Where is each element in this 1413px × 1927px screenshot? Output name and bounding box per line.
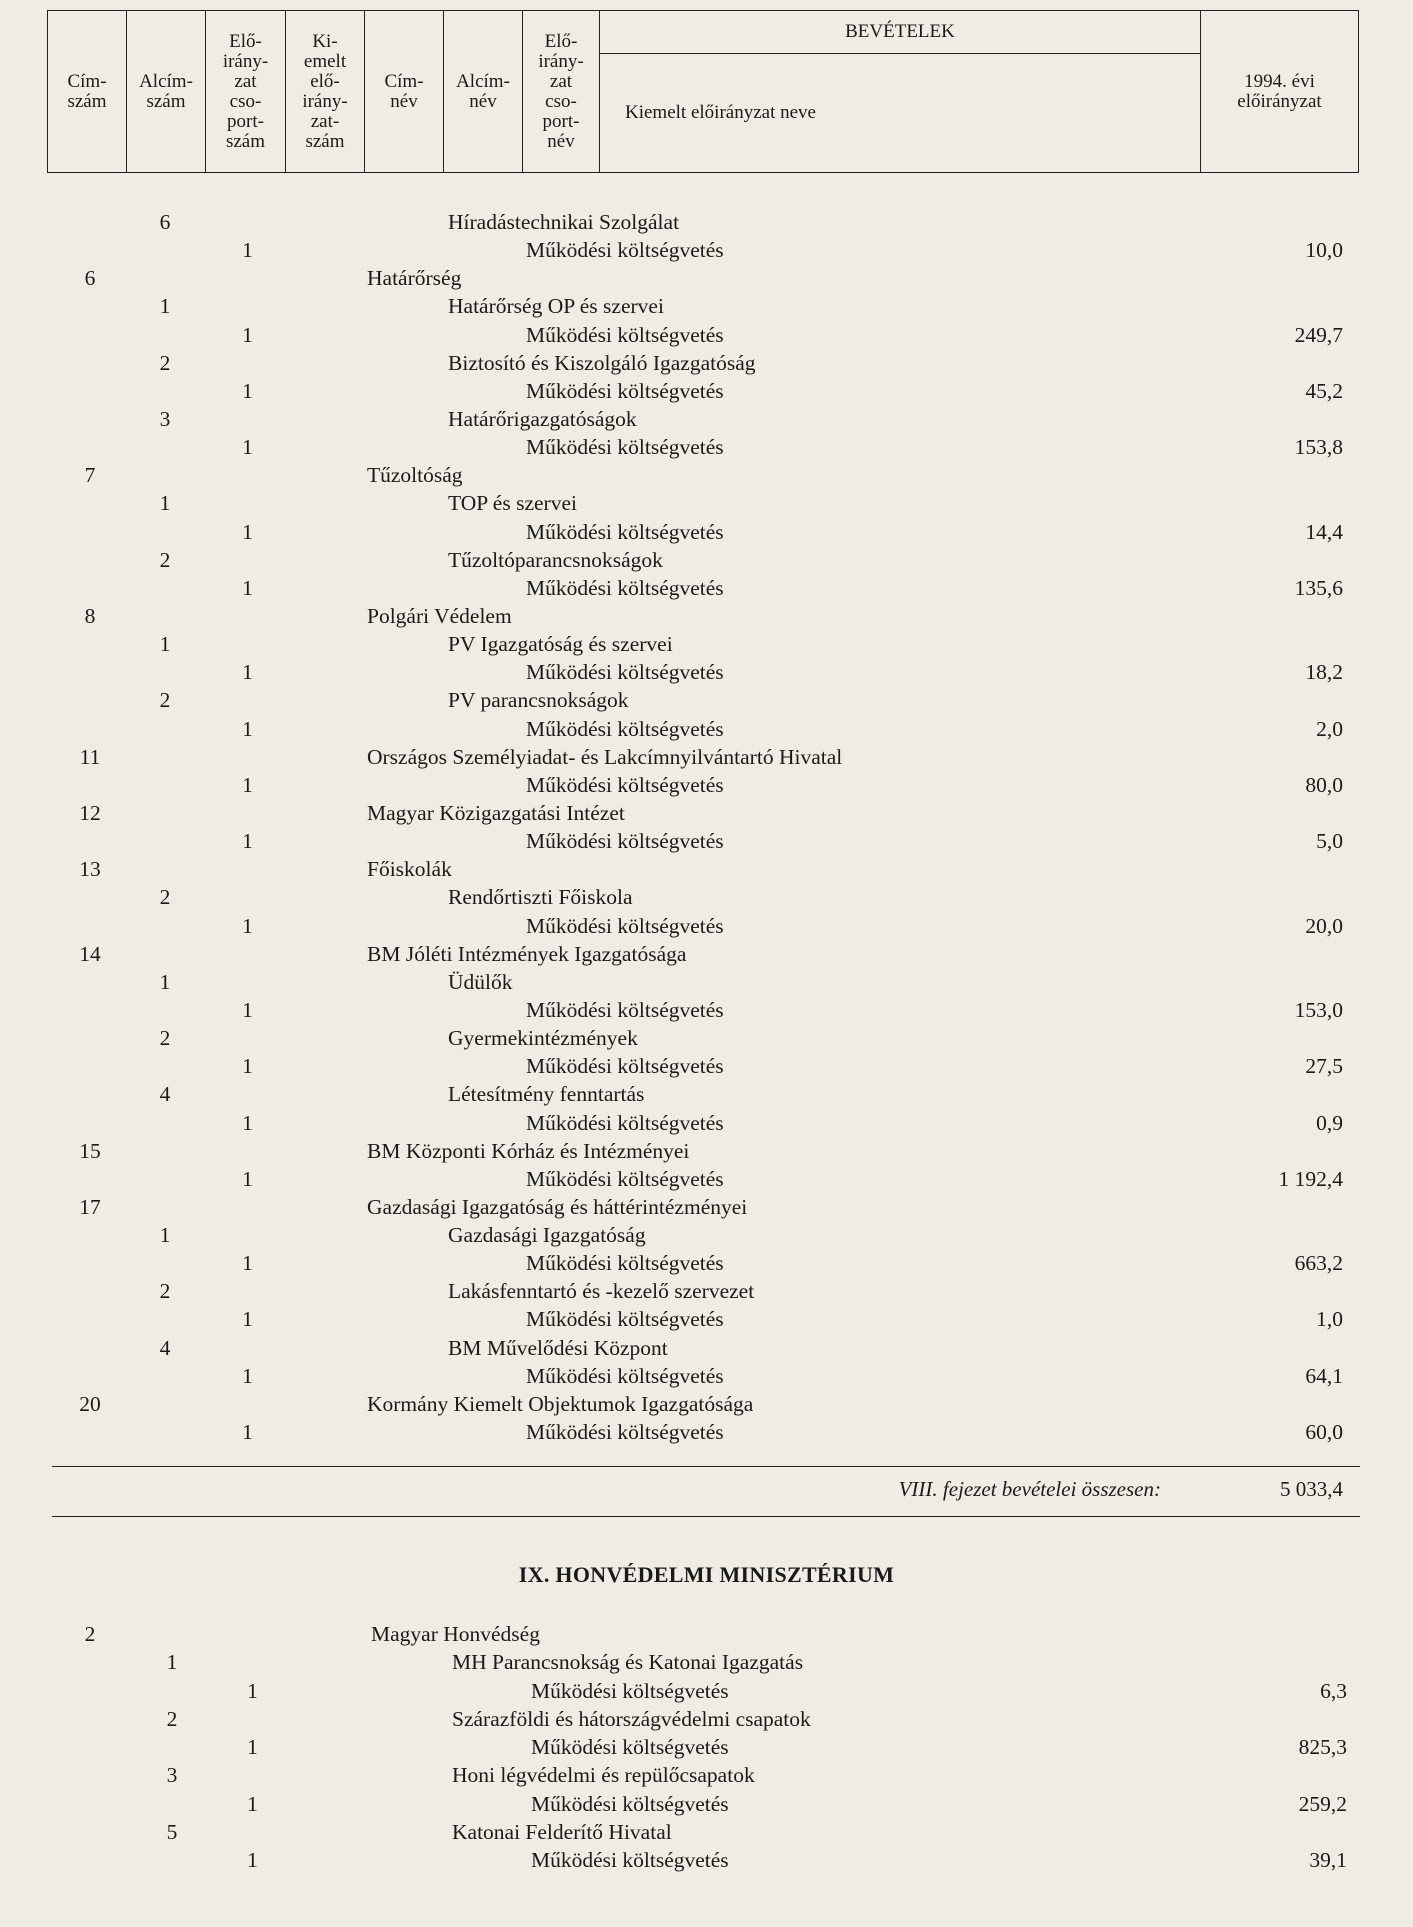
header-cim-szam: Cím- szám [48,11,127,173]
name-cell: Honi légvédelmi és repülőcsapatok [452,1763,755,1788]
alcim-szam-cell: 2 [159,688,171,713]
table-row [0,1052,1413,1080]
name-cell: Magyar Közigazgatási Intézet [367,800,625,825]
alcim-szam-cell: 1 [159,632,171,657]
table-row [0,912,1413,940]
amount-cell: 14,4 [1305,519,1343,544]
header-evi-eloiranyzat: 1994. évi előirányzat [1201,11,1359,173]
alcim-szam-cell: 1 [166,1650,178,1675]
name-cell: TOP és szervei [448,491,577,516]
name-cell: Működési költségvetés [526,1420,724,1445]
amount-cell: 39,1 [1309,1848,1347,1873]
amount-cell: 10,0 [1305,238,1343,263]
amount-cell: 80,0 [1305,772,1343,797]
table-row [0,1790,1413,1818]
name-cell: Híradástechnikai Szolgálat [448,210,680,234]
eloiranyzat-csoport-cell: 1 [242,1054,253,1079]
header-eloiranyzat-csoport-nev: Elő- irány- zat cso- port- név [523,11,600,173]
header-alcim-szam: Alcím- szám [127,11,206,173]
alcim-szam-cell: 4 [159,1335,171,1360]
name-cell: Gazdasági Igazgatóság [448,1223,646,1248]
name-cell: Magyar Honvédség [371,1622,540,1646]
table-row [0,433,1413,461]
eloiranyzat-csoport-cell: 1 [242,1251,253,1276]
table-row [0,602,1413,630]
alcim-szam-cell: 1 [159,294,171,319]
alcim-szam-cell: 3 [159,406,171,431]
table-row [0,292,1413,320]
amount-cell: 45,2 [1305,378,1343,403]
name-cell: BM Jóléti Intézmények Igazgatósága [367,941,687,966]
table-row [0,1390,1413,1418]
header-alcim-nev: Alcím- név [444,11,523,173]
amount-cell: 1,0 [1316,1307,1343,1332]
table-row [0,855,1413,883]
header-eloiranyzat-csoport-szam: Elő- irány- zat cso- port- szám [206,11,286,173]
eloiranyzat-csoport-cell: 1 [242,1166,253,1191]
total-amount: 5 033,4 [1280,1477,1343,1501]
eloiranyzat-csoport-cell: 1 [242,1110,253,1135]
header-bevetelek: BEVÉTELEK [600,11,1201,54]
name-cell: Működési költségvetés [526,829,724,854]
table-row [0,630,1413,658]
table-row [0,658,1413,686]
eloiranyzat-csoport-cell: 1 [242,829,253,854]
eloiranyzat-csoport-cell: 1 [242,575,253,600]
eloiranyzat-csoport-cell: 1 [247,1848,258,1873]
cim-szam-cell: 7 [84,463,96,488]
amount-cell: 825,3 [1298,1735,1347,1760]
table-row [0,574,1413,602]
cim-szam-cell: 20 [79,1391,101,1416]
name-cell: Működési költségvetés [526,378,724,403]
name-cell: Működési költségvetés [526,435,724,460]
amount-cell: 153,0 [1294,997,1343,1022]
table-row [0,968,1413,996]
name-cell: Határőrigazgatóságok [448,406,637,431]
alcim-szam-cell: 2 [159,547,171,572]
alcim-szam-cell: 2 [159,1026,171,1051]
amount-cell: 0,9 [1316,1110,1343,1135]
name-cell: Biztosító és Kiszolgáló Igazgatóság [448,350,756,375]
name-cell: BM Művelődési Központ [448,1335,668,1360]
table-row [0,405,1413,433]
amount-cell: 27,5 [1305,1054,1343,1079]
cim-szam-cell: 12 [79,800,101,825]
name-cell: Létesítmény fenntartás [448,1082,645,1107]
table-row [0,1109,1413,1137]
name-cell: Főiskolák [367,857,452,882]
table-row [0,940,1413,968]
eloiranyzat-csoport-cell: 1 [242,913,253,938]
name-cell: Működési költségvetés [526,716,724,741]
table-row [0,321,1413,349]
amount-cell: 1 192,4 [1278,1166,1343,1191]
alcim-szam-cell: 1 [159,1223,171,1248]
amount-cell: 135,6 [1294,575,1343,600]
name-cell: Működési költségvetés [526,997,724,1022]
name-cell: Kormány Kiemelt Objektumok Igazgatósága [367,1391,754,1416]
amount-cell: 259,2 [1298,1791,1347,1816]
table-row [0,1165,1413,1193]
table-row [0,1818,1413,1846]
name-cell: Működési költségvetés [526,1363,724,1388]
amount-cell: 663,2 [1294,1251,1343,1276]
cim-szam-cell: 8 [84,603,96,628]
table-header [47,10,1359,173]
alcim-szam-cell: 5 [166,1820,178,1845]
table-row [0,1249,1413,1277]
name-cell: Tűzoltóparancsnokságok [448,547,663,572]
header-kiemelt-eloiranyzat-neve: Kiemelt előirányzat neve [600,54,1201,173]
name-cell: MH Parancsnokság és Katonai Igazgatás [452,1650,804,1675]
cim-szam-cell: 13 [79,857,101,882]
eloiranyzat-csoport-cell: 1 [242,435,253,460]
name-cell: Határőrség OP és szervei [448,294,664,319]
name-cell: Működési költségvetés [526,322,724,347]
name-cell: Határőrség [367,266,462,291]
alcim-szam-cell: 2 [159,885,171,910]
table-row [0,1846,1413,1874]
table-row [0,518,1413,546]
eloiranyzat-csoport-cell: 1 [242,378,253,403]
table-row [0,996,1413,1024]
eloiranyzat-csoport-cell: 1 [242,519,253,544]
eloiranyzat-csoport-cell: 1 [242,1307,253,1332]
amount-cell: 153,8 [1294,435,1343,460]
amount-cell: 2,0 [1316,716,1343,741]
name-cell: Működési költségvetés [526,1054,724,1079]
alcim-szam-cell: 1 [159,491,171,516]
table-row [0,236,1413,264]
table-row [0,883,1413,911]
name-cell: Működési költségvetés [531,1735,729,1760]
table-row [0,1362,1413,1390]
total-rule-bottom [52,1516,1360,1517]
cim-szam-cell: 15 [79,1138,101,1163]
table-row [0,1024,1413,1052]
table-row [0,377,1413,405]
table-row [0,1080,1413,1108]
table-row [0,1334,1413,1362]
name-cell: Polgári Védelem [367,603,512,628]
table-row [0,1733,1413,1761]
name-cell: Gyermekintézmények [448,1026,638,1051]
amount-cell: 249,7 [1294,322,1343,347]
table-row [0,1277,1413,1305]
header-kiemelt-eloiranyzat-szam: Ki- emelt elő- irány- zat- szám [286,11,365,173]
table-row [0,1761,1413,1789]
name-cell: Katonai Felderítő Hivatal [452,1820,672,1845]
table-row [0,1221,1413,1249]
section-title: IX. HONVÉDELMI MINISZTÉRIUM [518,1562,895,1587]
eloiranyzat-csoport-cell: 1 [247,1735,258,1760]
name-cell: Gazdasági Igazgatóság és háttérintézményei [367,1194,748,1219]
table-row [0,489,1413,517]
eloiranyzat-csoport-cell: 1 [242,238,253,263]
name-cell: Országos Személyiadat- és Lakcímnyilvántartó Hivatal [367,744,843,769]
name-cell: Működési költségvetés [526,575,724,600]
alcim-szam-cell: 3 [166,1763,178,1788]
total-label: VIII. fejezet bevételei összesen: [898,1477,1161,1501]
table-row [0,461,1413,489]
table-row [0,546,1413,574]
table-row [0,208,1413,236]
name-cell: Szárazföldi és hátországvédelmi csapatok [452,1706,811,1731]
name-cell: Működési költségvetés [526,913,724,938]
total-rule-top [52,1466,1360,1467]
alcim-szam-cell: 4 [159,1082,171,1107]
name-cell: Tűzoltóság [367,463,463,488]
table-row [0,827,1413,855]
cim-szam-cell: 17 [79,1194,101,1219]
eloiranyzat-csoport-cell: 1 [242,660,253,685]
eloiranyzat-csoport-cell: 1 [242,1420,253,1445]
amount-cell: 18,2 [1305,660,1343,685]
budget-rows-section-ix [0,1620,1413,1875]
eloiranyzat-csoport-cell: 1 [242,772,253,797]
name-cell: Működési költségvetés [526,1251,724,1276]
cim-szam-cell: 6 [84,266,96,291]
name-cell: Működési költségvetés [526,1110,724,1135]
alcim-szam-cell: 2 [159,1279,171,1304]
table-row [0,1137,1413,1165]
name-cell: Működési költségvetés [531,1791,729,1816]
table-row [0,349,1413,377]
name-cell: PV parancsnokságok [448,688,629,713]
alcim-szam-cell: 2 [159,350,171,375]
table-row [0,264,1413,292]
table-row [0,771,1413,799]
table-row [0,743,1413,771]
cim-szam-cell: 11 [79,744,101,769]
table-row [0,1305,1413,1333]
eloiranyzat-csoport-cell: 1 [247,1678,258,1703]
budget-rows-section-viii [0,208,1413,1446]
name-cell: Üdülők [448,969,513,994]
name-cell: Működési költségvetés [526,238,724,263]
table-row [0,799,1413,827]
name-cell: PV Igazgatóság és szervei [448,632,673,657]
table-row [0,1418,1413,1446]
name-cell: Lakásfenntartó és -kezelő szervezet [448,1279,755,1304]
amount-cell: 64,1 [1305,1363,1343,1388]
eloiranyzat-csoport-cell: 1 [242,716,253,741]
amount-cell: 60,0 [1305,1420,1343,1445]
header-cim-nev: Cím- név [365,11,444,173]
alcim-szam-cell: 1 [159,969,171,994]
table-row [0,1193,1413,1221]
name-cell: Működési költségvetés [531,1848,729,1873]
amount-cell: 5,0 [1316,829,1343,854]
name-cell: Rendőrtiszti Főiskola [448,885,633,910]
amount-cell: 20,0 [1305,913,1343,938]
name-cell: Működési költségvetés [526,1166,724,1191]
table-row [0,1705,1413,1733]
alcim-szam-cell: 6 [159,210,171,234]
cim-szam-cell: 14 [79,941,101,966]
table-row [0,1677,1413,1705]
table-row [0,1648,1413,1676]
cim-szam-cell: 2 [84,1622,96,1646]
name-cell: Működési költségvetés [526,519,724,544]
amount-cell: 6,3 [1320,1678,1347,1703]
alcim-szam-cell: 2 [166,1706,178,1731]
name-cell: Működési költségvetés [531,1678,729,1703]
name-cell: Működési költségvetés [526,1307,724,1332]
eloiranyzat-csoport-cell: 1 [242,997,253,1022]
name-cell: Működési költségvetés [526,660,724,685]
name-cell: BM Központi Kórház és Intézményei [367,1138,690,1163]
table-row [0,1620,1413,1648]
table-row [0,686,1413,714]
table-row [0,715,1413,743]
eloiranyzat-csoport-cell: 1 [247,1791,258,1816]
eloiranyzat-csoport-cell: 1 [242,1363,253,1388]
eloiranyzat-csoport-cell: 1 [242,322,253,347]
name-cell: Működési költségvetés [526,772,724,797]
